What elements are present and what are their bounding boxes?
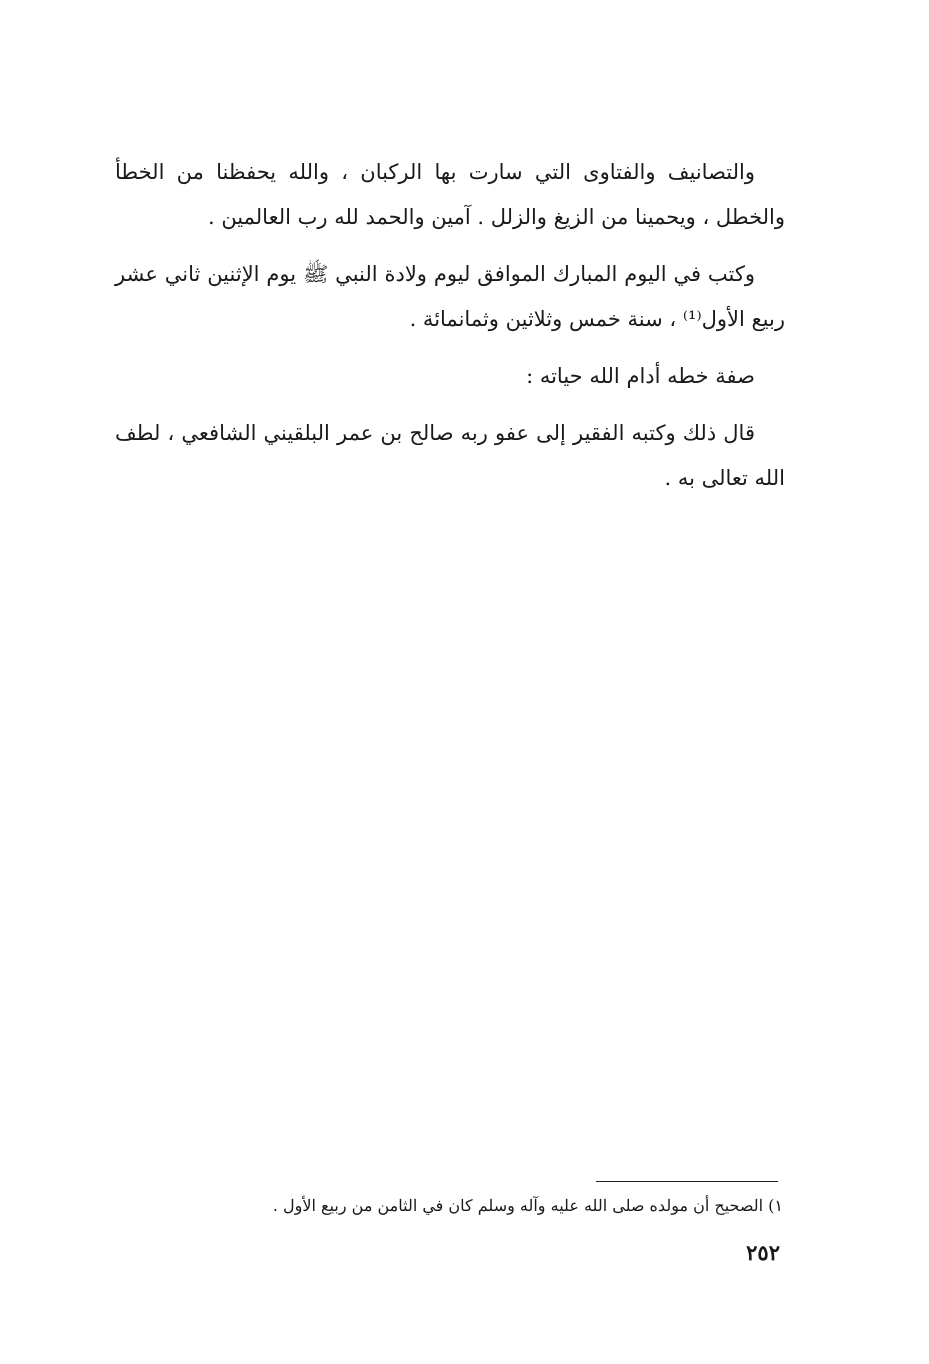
- paragraph-writing-date: وكتب في اليوم المبارك الموافق ليوم ولادة النبي ﷺ يوم الإثنين ثاني عشر ربيع الأول⁽¹⁾ ، سنة خمس وثلاثين وثمانمائة .: [115, 262, 785, 331]
- paragraph-handwriting-heading: صفة خطه أدام الله حياته :: [526, 364, 755, 388]
- footnote: ١) الصحيح أن مولده صلى الله عليه وآله وسلم كان في الثامن من ربيع الأول .: [272, 1196, 783, 1215]
- paragraph-closing-prayer: والتصانيف والفتاوى التي سارت بها الركبان ، والله يحفظنا من الخطأ والخطل ، ويحمينا من الزيغ والزلل . آمين والحمد لله رب العالمين .: [115, 160, 785, 229]
- main-text: [115, 150, 785, 513]
- page-number: ٢٥٢: [746, 1240, 780, 1265]
- paragraph-signature: قال ذلك وكتبه الفقير إلى عفو ربه صالح بن عمر البلقيني الشافعي ، لطف الله تعالى به .: [115, 421, 785, 490]
- footnote-divider: [596, 1181, 778, 1182]
